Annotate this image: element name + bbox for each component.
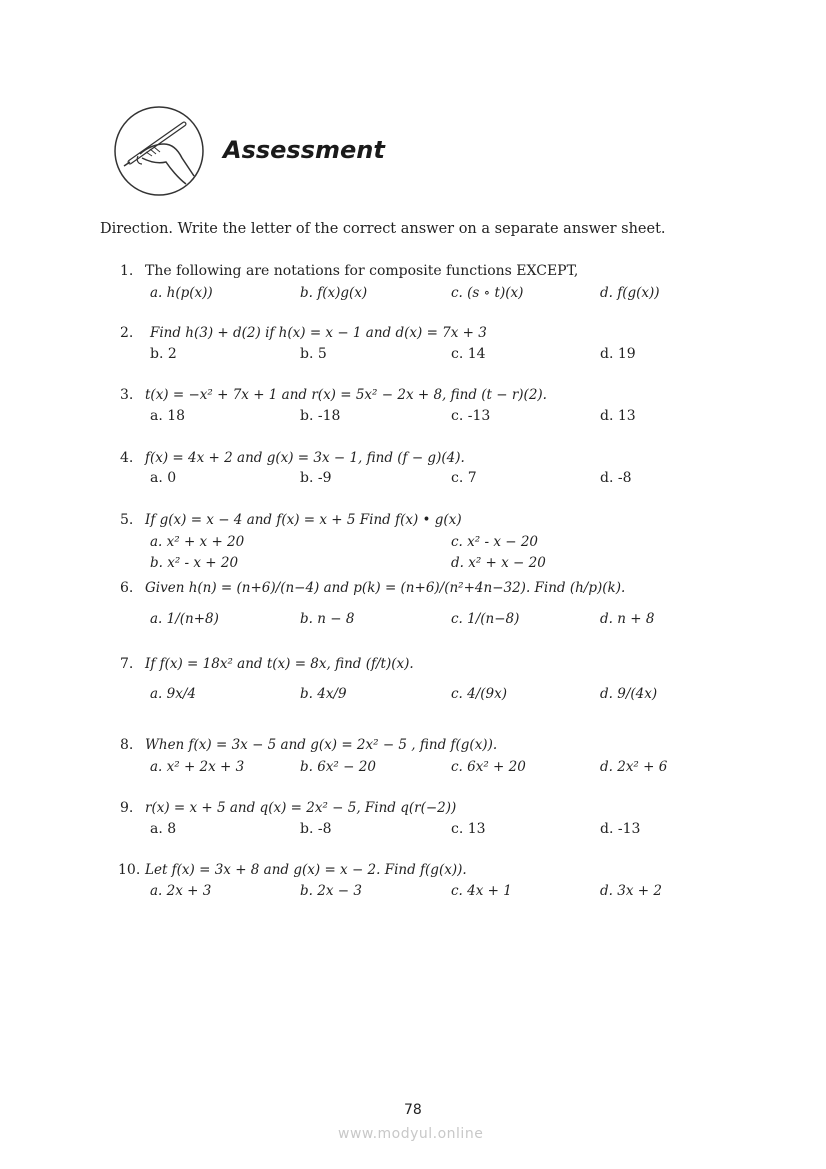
question-number: 10. <box>118 862 141 878</box>
question-number: 9. <box>120 800 134 816</box>
question-text: When f(x) = 3x − 5 and g(x) = 2x² − 5 , find f(g(x)). <box>145 737 498 753</box>
choice-a: a. 8 <box>150 821 177 837</box>
choice-d: d. 9/(4x) <box>600 686 658 702</box>
question-text: If f(x) = 18x² and t(x) = 8x, find (f/t)(x). <box>145 656 414 672</box>
choice-c: c. (s ∘ t)(x) <box>451 285 524 301</box>
choice-d: d. 2x² + 6 <box>600 759 668 775</box>
choice-a: a. 1/(n+8) <box>150 611 219 627</box>
choice-b: b. 5 <box>300 346 327 362</box>
choice-c: c. 14 <box>451 346 486 362</box>
choice-c: c. -13 <box>451 408 491 424</box>
question-text: The following are notations for composite functions EXCEPT, <box>145 263 579 279</box>
choice-d: d. -8 <box>600 470 632 486</box>
choice-c: c. 6x² + 20 <box>451 759 526 775</box>
direction-text: Direction. Write the letter of the correct answer on a separate answer sheet. <box>100 221 666 237</box>
choice-b: b. 2x − 3 <box>300 883 362 899</box>
choice-a: a. 18 <box>150 408 186 424</box>
choice-b: b. 4x/9 <box>300 686 347 702</box>
hand-writing-icon <box>112 104 206 198</box>
question-text: Let f(x) = 3x + 8 and g(x) = x − 2. Find f(g(x)). <box>145 862 467 878</box>
choice-d: d. n + 8 <box>600 611 655 627</box>
page-title: Assessment <box>223 136 385 164</box>
watermark: www.modyul.online <box>338 1126 484 1142</box>
question-number: 7. <box>120 656 134 672</box>
choice-d: d. 13 <box>600 408 636 424</box>
choice-c: c. 4x + 1 <box>451 883 512 899</box>
choice-d: d. 19 <box>600 346 636 362</box>
question-number: 5. <box>120 512 134 528</box>
question-number: 8. <box>120 737 134 753</box>
choice-b: b. n − 8 <box>300 611 355 627</box>
choice-b: b. x² - x + 20 <box>150 555 239 571</box>
choice-d: d. x² + x − 20 <box>451 555 546 571</box>
choice-a: a. x² + 2x + 3 <box>150 759 245 775</box>
choice-a: a. 0 <box>150 470 177 486</box>
question-number: 2. <box>120 325 134 341</box>
question-number: 1. <box>120 263 134 279</box>
choice-a: a. h(p(x)) <box>150 285 213 301</box>
choice-d: d. 3x + 2 <box>600 883 662 899</box>
question-number: 3. <box>120 387 134 403</box>
choice-a: b. 2 <box>150 346 177 362</box>
question-text: Find h(3) + d(2) if h(x) = x − 1 and d(x) = 7x + 3 <box>150 325 487 341</box>
choice-d: d. -13 <box>600 821 641 837</box>
choice-c: c. 4/(9x) <box>451 686 508 702</box>
choice-c: c. 13 <box>451 821 486 837</box>
choice-a: a. x² + x + 20 <box>150 534 245 550</box>
question-text: f(x) = 4x + 2 and g(x) = 3x − 1, find (f − g)(4). <box>145 450 465 466</box>
choice-c: c. x² - x − 20 <box>451 534 538 550</box>
choice-a: a. 2x + 3 <box>150 883 212 899</box>
choice-b: b. f(x)g(x) <box>300 285 368 301</box>
choice-c: c. 1/(n−8) <box>451 611 520 627</box>
question-text: If g(x) = x − 4 and f(x) = x + 5 Find f(x) • g(x) <box>145 512 462 528</box>
choice-b: b. -18 <box>300 408 341 424</box>
choice-d: d. f(g(x)) <box>600 285 660 301</box>
question-text: r(x) = x + 5 and q(x) = 2x² − 5, Find q(r(−2)) <box>145 800 457 816</box>
choice-b: b. 6x² − 20 <box>300 759 376 775</box>
question-text: Given h(n) = (n+6)/(n−4) and p(k) = (n+6)/(n²+4n−32). Find (h/p)(k). <box>145 580 626 596</box>
choice-a: a. 9x/4 <box>150 686 196 702</box>
choice-c: c. 7 <box>451 470 477 486</box>
question-text: t(x) = −x² + 7x + 1 and r(x) = 5x² − 2x + 8, find (t − r)(2). <box>145 387 547 403</box>
question-number: 6. <box>120 580 134 596</box>
question-number: 4. <box>120 450 134 466</box>
choice-b: b. -9 <box>300 470 332 486</box>
choice-b: b. -8 <box>300 821 332 837</box>
page-number: 78 <box>404 1102 422 1118</box>
